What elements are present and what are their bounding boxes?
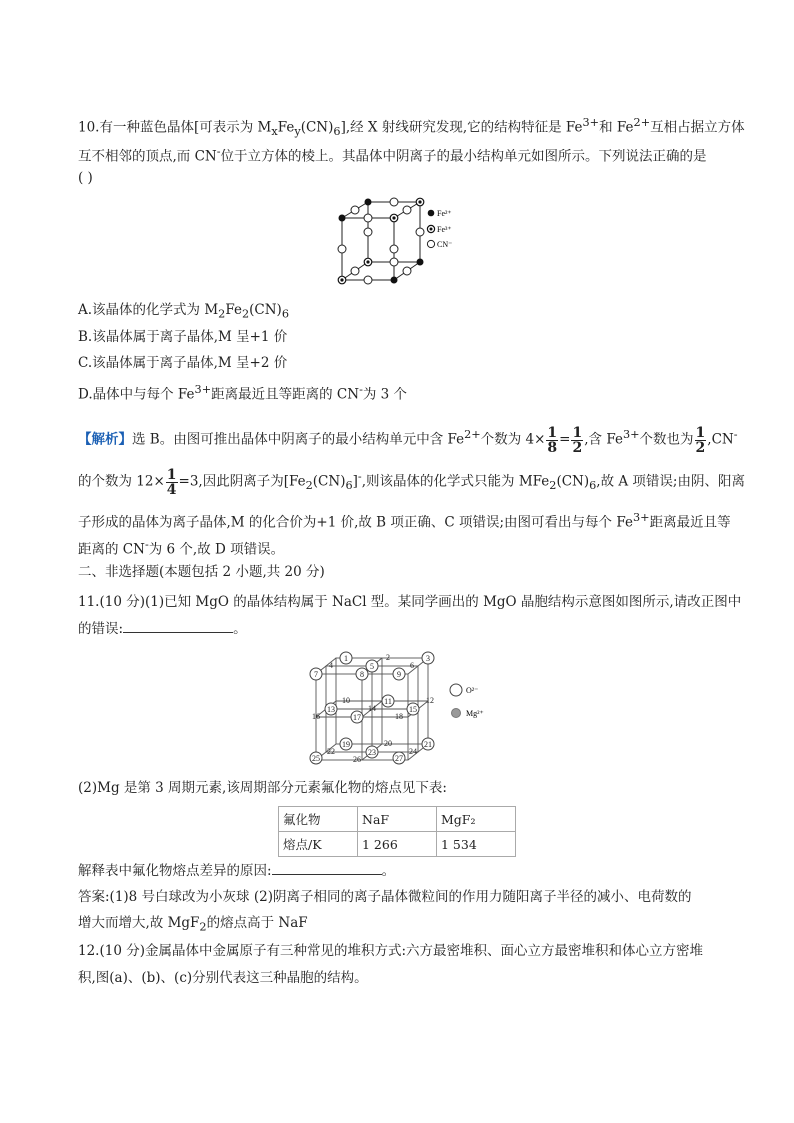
fraction: $\frac{1}{2}$ xyxy=(572,424,583,456)
table-cell: 1 534 xyxy=(437,832,516,857)
table-cell: MgF₂ xyxy=(437,807,516,832)
q10-analysis-line3: 子形成的晶体为离子晶体,M 的化合价为+1 价,故 B 项正确、C 项错误;由图可看出与每个 $Fe^{3+}$距离最近且等 xyxy=(78,511,731,531)
q11-line1: 11.(10 分)(1)已知 MgO 的晶体结构属于 NaCl 型。某同学画出的 MgO 晶胞结构示意图如图所示,请改正图中 xyxy=(78,594,742,610)
fe2-ion xyxy=(365,199,372,206)
lattice-node-15: 15 xyxy=(409,705,417,714)
cn-ion xyxy=(351,267,359,275)
lattice-node-5: 5 xyxy=(370,662,374,671)
q10-analysis-line4: 距离的 CN-为 6 个,故 D 项错误。 xyxy=(78,538,285,558)
q10-answer-bracket: ( ) xyxy=(78,170,93,186)
fluoride-melting-point-table xyxy=(278,806,516,857)
q11-part2-intro: (2)Mg 是第 3 周期元素,该周期部分元素氟化物的熔点见下表: xyxy=(78,780,447,796)
lattice-node-7: 7 xyxy=(314,670,318,679)
q11-part2-question: 解释表中氟化物熔点差异的原因: 。 xyxy=(78,863,396,879)
lattice-node-23: 23 xyxy=(368,748,376,757)
fe2-ion xyxy=(339,215,346,222)
lattice-node-6: 6 xyxy=(410,661,414,670)
fraction: $\frac{1}{8}$ xyxy=(547,424,558,456)
lattice-node-22: 22 xyxy=(327,747,335,756)
lattice-node-24: 24 xyxy=(409,747,417,756)
lattice-node-19: 19 xyxy=(342,740,350,749)
lattice-node-26: 26 xyxy=(353,755,361,764)
q12-line2: 积,图(a)、(b)、(c)分别代表这三种晶胞的结构。 xyxy=(78,970,368,986)
lattice-node-16: 16 xyxy=(312,712,320,721)
q10-option-b: B.该晶体属于离子晶体,M 呈+1 价 xyxy=(78,329,288,345)
lattice-node-14: 14 xyxy=(368,704,376,713)
legend-o: O²⁻ xyxy=(466,686,479,695)
fraction: $\frac{1}{4}$ xyxy=(166,466,177,498)
q10-option-c: C.该晶体属于离子晶体,M 呈+2 价 xyxy=(78,355,288,371)
lattice-node-10: 10 xyxy=(342,696,350,705)
fraction: $\frac{1}{2}$ xyxy=(695,424,706,456)
table-row xyxy=(279,807,516,832)
lattice-node-9: 9 xyxy=(397,670,401,679)
q10-stem-line1: 10.有一种蓝色晶体[可表示为 $M_xFe_y(CN)_6$],经 X 射线研究发现,它的结构特征是 $Fe^{3+}$和 $Fe^{2+}$互相占据立方体 xyxy=(78,116,745,139)
q12-line1: 12.(10 分)金属晶体中金属原子有三种常见的堆积方式:六方最密堆积、面心立方最密堆积和体心立方密堆 xyxy=(78,943,704,959)
table-cell: NaF xyxy=(358,807,437,832)
cn-ion xyxy=(364,228,372,236)
lattice-node-4: 4 xyxy=(329,661,333,670)
lattice-node-27: 27 xyxy=(395,754,403,763)
q10-option-a: A.该晶体的化学式为 $M_2Fe_2(CN)_6$ xyxy=(78,302,289,321)
cn-ion xyxy=(390,258,398,266)
answer-blank[interactable] xyxy=(123,619,233,633)
lattice-node-17: 17 xyxy=(353,713,361,722)
cn-ion xyxy=(390,198,398,206)
legend-fe3: Fe³⁺ xyxy=(437,225,452,234)
section-heading: 二、非选择题(本题包括 2 小题,共 20 分) xyxy=(78,564,325,580)
cn-ion xyxy=(351,206,359,214)
analysis-label: 【解析】 xyxy=(78,431,132,448)
table-cell: 氟化物 xyxy=(279,807,358,832)
answer-blank[interactable] xyxy=(272,861,382,875)
table-cell: 1 266 xyxy=(358,832,437,857)
legend-mg: Mg²⁺ xyxy=(466,709,484,718)
legend-fe2: Fe²⁺ xyxy=(437,209,452,218)
q11-answer-line2: 增大而增大,故 MgF$_2$的熔点高于 NaF xyxy=(78,915,308,934)
lattice-node-1: 1 xyxy=(344,654,348,663)
lattice-node-12: 12 xyxy=(426,696,434,705)
lattice-node-18: 18 xyxy=(395,712,403,721)
lattice-node-8: 8 xyxy=(360,670,364,679)
legend-cn: CN⁻ xyxy=(437,240,453,249)
table-cell: 熔点/K xyxy=(279,832,358,857)
lattice-node-2: 2 xyxy=(386,653,390,662)
cn-ion xyxy=(416,228,424,236)
cn-ion xyxy=(403,206,411,214)
q10-analysis-line2: 的个数为 12× $\frac{1}{4}$ =3,因此阴离子为$[Fe_2(CN)_6]^-$,则该晶体的化学式只能为 $MFe_2(CN)_6$,故 A 项错误;由阴、阳离 xyxy=(78,466,745,498)
lattice-node-25: 25 xyxy=(312,754,320,763)
cn-ion xyxy=(338,245,346,253)
q10-crystal-figure xyxy=(330,196,470,292)
fe2-ion xyxy=(417,259,424,266)
cn-ion xyxy=(390,245,398,253)
table-row xyxy=(279,832,516,857)
lattice-node-11: 11 xyxy=(384,697,392,706)
q11-answer-line1: 答案:(1)8 号白球改为小灰球 (2)阴离子相同的离子晶体微粒间的作用力随阳离子半径的减小、电荷数的 xyxy=(78,889,692,905)
lattice-node-21: 21 xyxy=(424,740,432,749)
q10-analysis-line1: 【解析】选 B。由图可推出晶体中阴离子的最小结构单元中含 $Fe^{2+}$个数为 4× $\frac{1}{8}$ = $\frac{1}{2}$ ,含 $Fe^{3+}$个数也为 $\frac{1}{2}$ ,CN- xyxy=(78,424,738,456)
q11-line2: 的错误: 。 xyxy=(78,621,247,637)
cn-ion xyxy=(403,267,411,275)
fe2-ion xyxy=(391,277,398,284)
mgo-lattice-figure xyxy=(300,648,500,766)
lattice-node-13: 13 xyxy=(327,705,335,714)
q10-stem-line2: 互不相邻的顶点,而 CN-位于立方体的棱上。其晶体中阴离子的最小结构单元如图所示。下列说法正确的是 xyxy=(78,145,707,165)
lattice-node-3: 3 xyxy=(426,654,430,663)
cn-ion xyxy=(364,214,372,222)
lattice-node-20: 20 xyxy=(384,739,392,748)
cn-ion xyxy=(364,276,372,284)
q10-option-d: D.晶体中与每个 $Fe^{3+}$距离最近且等距离的 CN-为 3 个 xyxy=(78,383,408,403)
